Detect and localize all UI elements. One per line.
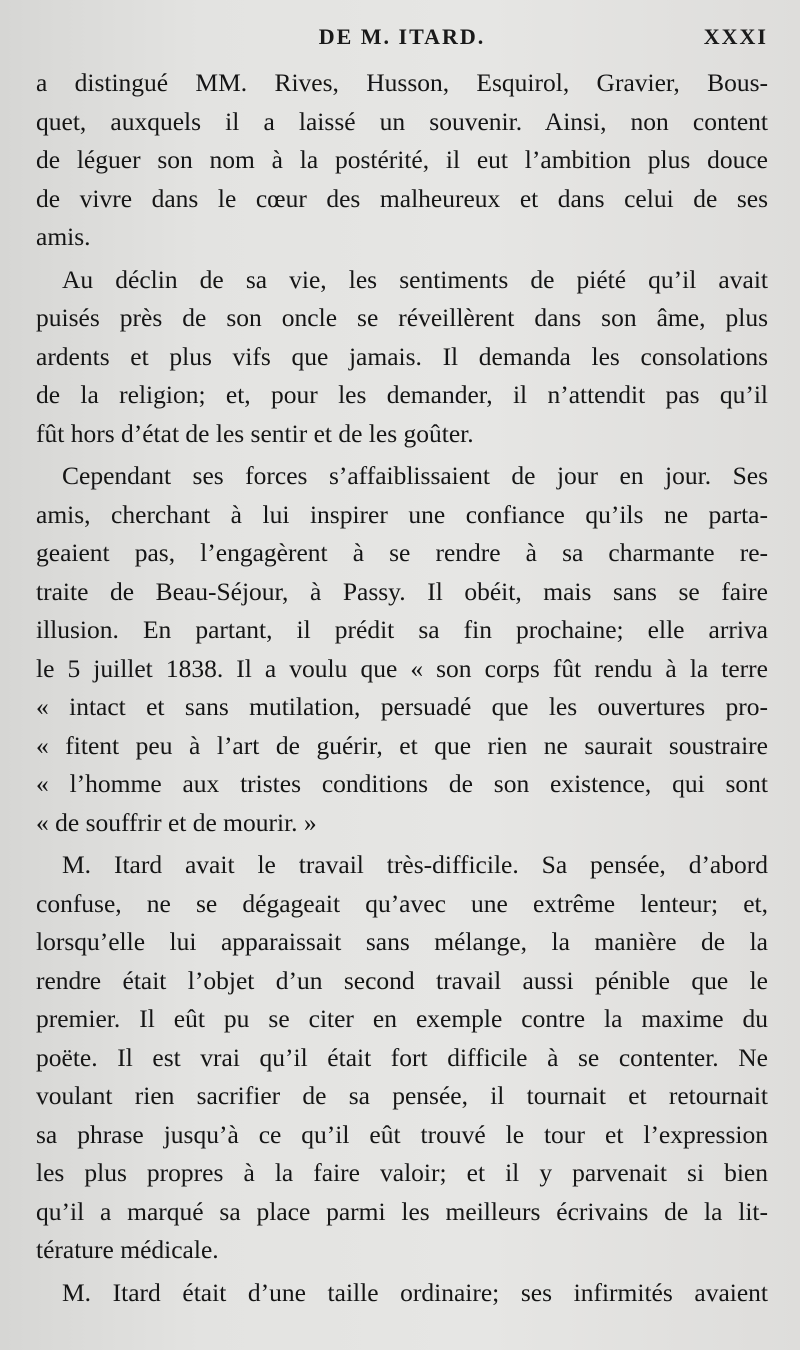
text-line: lorsqu’elle lui apparaissait sans mélange, la manière de la <box>36 927 768 956</box>
text-line: rendre était l’objet d’un second travail aussi pénible que le <box>36 965 768 995</box>
text-line: ardents et plus vifs que jamais. Il demanda les consolations <box>36 341 768 371</box>
text-line: geaient pas, l’engagèrent à se rendre à sa charmante re- <box>36 538 768 567</box>
text-line: illusion. En partant, il prédit sa fin prochaine; elle arriva <box>36 615 768 644</box>
text-line: qu’il a marqué sa place parmi les meilleurs écrivains de la lit- <box>36 1196 768 1226</box>
text-line: de la religion; et, pour les demander, il n’attendit pas qu’il <box>36 380 768 409</box>
text-line: fût hors d’état de les sentir et de les goûter. <box>36 418 474 448</box>
text-line: traite de Beau-Séjour, à Passy. Il obéit, mais sans se faire <box>36 576 768 606</box>
text-line: amis, cherchant à lui inspirer une confiance qu’ils ne parta- <box>36 499 768 529</box>
text-line: « fitent peu à l’art de guérir, et que rien ne saurait soustraire <box>36 730 768 760</box>
text-line: puisés près de son oncle se réveillèrent dans son âme, plus <box>36 303 768 332</box>
text-line: M. Itard avait le travail très-difficile. Sa pensée, d’abord <box>62 850 768 879</box>
text-line: « de souffrir et de mourir. » <box>36 807 317 837</box>
text-line: quet, auxquels il a laissé un souvenir. Ainsi, non content <box>36 106 768 136</box>
page-header <box>36 20 768 52</box>
text-line: voulant rien sacrifier de sa pensée, il tournait et retournait <box>36 1081 768 1110</box>
page-number: XXXI <box>703 24 768 49</box>
text-line: « intact et sans mutilation, persuadé que les ouvertures pro- <box>36 692 768 721</box>
text-line: M. Itard était d’une taille ordinaire; ses infirmités avaient <box>62 1277 768 1307</box>
text-line: confuse, ne se dégageait qu’avec une extrême lenteur; et, <box>36 888 768 918</box>
text-line: « l’homme aux tristes conditions de son existence, qui sont <box>36 769 768 798</box>
text-line: le 5 juillet 1838. Il a voulu que « son corps fût rendu à la terre <box>36 653 768 683</box>
body-text <box>36 64 768 1312</box>
text-line: de léguer son nom à la postérité, il eut l’ambition plus douce <box>36 145 768 174</box>
text-line: premier. Il eût pu se citer en exemple contre la maxime du <box>36 1004 768 1033</box>
text-line: de vivre dans le cœur des malheureux et dans celui de ses <box>36 183 768 213</box>
running-head: DE M. ITARD. <box>318 24 486 49</box>
text-line: a distingué MM. Rives, Husson, Esquirol, Gravier, Bous- <box>36 68 768 97</box>
text-line: térature médicale. <box>36 1235 219 1264</box>
text-line: Au déclin de sa vie, les sentiments de piété qu’il avait <box>62 264 768 294</box>
text-line: amis. <box>36 222 91 251</box>
text-line: Cependant ses forces s’affaiblissaient de jour en jour. Ses <box>62 461 768 490</box>
text-line: les plus propres à la faire valoir; et il y parvenait si bien <box>36 1158 768 1187</box>
text-line: poëte. Il est vrai qu’il était fort difficile à se contenter. Ne <box>36 1042 768 1072</box>
text-line: sa phrase jusqu’à ce qu’il eût trouvé le tour et l’expression <box>36 1119 768 1149</box>
